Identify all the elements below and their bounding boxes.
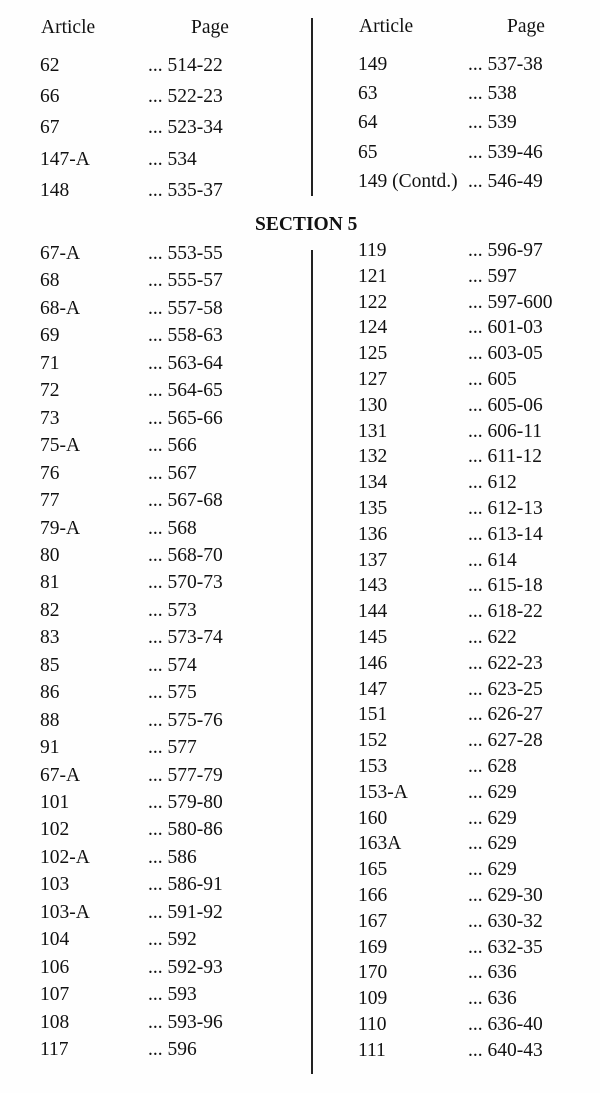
article-number: 66 (40, 86, 60, 107)
article-number: 76 (40, 463, 60, 484)
page-range: ... 534 (148, 149, 197, 170)
page-range: ... 577 (148, 737, 197, 758)
page-range: ... 564-65 (148, 380, 223, 401)
page-range: ... 612-13 (468, 498, 543, 519)
article-number: 67-A (40, 243, 81, 264)
article-number: 145 (358, 627, 388, 648)
article-number: 121 (358, 266, 388, 287)
article-number: 104 (40, 929, 70, 950)
article-number: 103-A (40, 902, 90, 923)
page-range: ... 593 (148, 984, 197, 1005)
article-number: 111 (358, 1040, 386, 1061)
article-number: 137 (358, 550, 388, 571)
page-range: ... 597 (468, 266, 517, 287)
article-number: 125 (358, 343, 388, 364)
page-range: ... 537-38 (468, 54, 543, 75)
page-range: ... 622-23 (468, 653, 543, 674)
page-range: ... 613-14 (468, 524, 543, 545)
article-number: 77 (40, 490, 60, 511)
page-range: ... 606-11 (468, 421, 543, 442)
article-number: 101 (40, 792, 70, 813)
page-range: ... 601-03 (468, 317, 543, 338)
page-range: ... 636 (468, 988, 517, 1009)
article-number: 166 (358, 885, 388, 906)
article-number: 102-A (40, 847, 90, 868)
article-number: 75-A (40, 435, 81, 456)
article-number: 124 (358, 317, 388, 338)
page-range: ... 622 (468, 627, 517, 648)
page-range: ... 612 (468, 472, 517, 493)
article-number: 71 (40, 353, 60, 374)
article-number: 79-A (40, 518, 81, 539)
page-range: ... 593-96 (148, 1012, 223, 1033)
page-range: ... 626-27 (468, 704, 543, 725)
page-range: ... 592-93 (148, 957, 223, 978)
page-range: ... 605 (468, 369, 517, 390)
section-title: SECTION 5 (255, 214, 358, 235)
article-number: 131 (358, 421, 388, 442)
article-number: 117 (40, 1039, 69, 1060)
page-range: ... 629 (468, 782, 517, 803)
page-range: ... 614 (468, 550, 517, 571)
page-range: ... 577-79 (148, 765, 223, 786)
article-number: 91 (40, 737, 60, 758)
page-range: ... 596-97 (468, 240, 543, 261)
article-number: 149 (358, 54, 388, 75)
page-range: ... 565-66 (148, 408, 223, 429)
top-right-page-header: Page (507, 16, 545, 37)
article-number: 68-A (40, 298, 81, 319)
page-range: ... 514-22 (148, 55, 223, 76)
page-range: ... 558-63 (148, 325, 223, 346)
page-range: ... 568-70 (148, 545, 223, 566)
page-range: ... 623-25 (468, 679, 543, 700)
article-number: 148 (40, 180, 70, 201)
article-number: 169 (358, 937, 388, 958)
page-range: ... 567 (148, 463, 197, 484)
article-number: 73 (40, 408, 60, 429)
page-range: ... 573-74 (148, 627, 223, 648)
top-right-article-header: Article (359, 16, 414, 37)
page-range: ... 592 (148, 929, 197, 950)
page-range: ... 629-30 (468, 885, 543, 906)
page-range: ... 615-18 (468, 575, 543, 596)
page-range: ... 630-32 (468, 911, 543, 932)
article-number: 86 (40, 682, 60, 703)
article-number: 127 (358, 369, 388, 390)
article-number: 160 (358, 808, 388, 829)
article-number: 167 (358, 911, 388, 932)
page-range: ... 567-68 (148, 490, 223, 511)
page-range: ... 628 (468, 756, 517, 777)
article-number: 68 (40, 270, 60, 291)
page-range: ... 586 (148, 847, 197, 868)
page-range: ... 563-64 (148, 353, 223, 374)
top-left-page-header: Page (191, 17, 229, 38)
page-range: ... 580-86 (148, 819, 223, 840)
page-range: ... 570-73 (148, 572, 223, 593)
page-range: ... 574 (148, 655, 197, 676)
article-number: 146 (358, 653, 388, 674)
article-number: 103 (40, 874, 70, 895)
article-number: 107 (40, 984, 70, 1005)
page-range: ... 586-91 (148, 874, 223, 895)
page-range: ... 522-23 (148, 86, 223, 107)
article-number: 170 (358, 962, 388, 983)
article-number: 122 (358, 292, 388, 313)
article-number: 130 (358, 395, 388, 416)
page-range: ... 538 (468, 83, 517, 104)
article-number: 63 (358, 83, 378, 104)
article-number: 88 (40, 710, 60, 731)
page-range: ... 523-34 (148, 117, 223, 138)
page-range: ... 629 (468, 808, 517, 829)
page-range: ... 596 (148, 1039, 197, 1060)
article-number: 80 (40, 545, 60, 566)
page-range: ... 546-49 (468, 171, 543, 192)
page-range: ... 539 (468, 112, 517, 133)
article-number: 110 (358, 1014, 387, 1035)
article-number: 147 (358, 679, 388, 700)
article-number: 147-A (40, 149, 90, 170)
page-range: ... 535-37 (148, 180, 223, 201)
page-range: ... 611-12 (468, 446, 543, 467)
page-range: ... 597-600 (468, 292, 553, 313)
article-number: 64 (358, 112, 378, 133)
article-number: 108 (40, 1012, 70, 1033)
page-range: ... 573 (148, 600, 197, 621)
page-range: ... 640-43 (468, 1040, 543, 1061)
article-number: 135 (358, 498, 388, 519)
article-number: 149 (Contd.) (358, 171, 458, 192)
page-range: ... 575-76 (148, 710, 223, 731)
page-range: ... 566 (148, 435, 197, 456)
section-column-divider (311, 250, 313, 1074)
article-number: 119 (358, 240, 387, 261)
article-number: 65 (358, 142, 378, 163)
article-number: 83 (40, 627, 60, 648)
article-number: 67 (40, 117, 60, 138)
article-number: 134 (358, 472, 388, 493)
page-range: ... 557-58 (148, 298, 223, 319)
article-number: 165 (358, 859, 388, 880)
page-range: ... 636-40 (468, 1014, 543, 1035)
article-number: 153 (358, 756, 388, 777)
page-range: ... 632-35 (468, 937, 543, 958)
page-range: ... 603-05 (468, 343, 543, 364)
article-number: 151 (358, 704, 388, 725)
top-column-divider (311, 18, 313, 196)
top-left-article-header: Article (41, 17, 96, 38)
article-number: 85 (40, 655, 60, 676)
article-number: 136 (358, 524, 388, 545)
page-range: ... 605-06 (468, 395, 543, 416)
article-number: 153-A (358, 782, 408, 803)
page-range: ... 555-57 (148, 270, 223, 291)
article-number: 143 (358, 575, 388, 596)
page-range: ... 539-46 (468, 142, 543, 163)
page-range: ... 579-80 (148, 792, 223, 813)
article-number: 62 (40, 55, 60, 76)
article-number: 106 (40, 957, 70, 978)
article-number: 152 (358, 730, 388, 751)
article-number: 69 (40, 325, 60, 346)
article-number: 109 (358, 988, 388, 1009)
page-range: ... 568 (148, 518, 197, 539)
page-range: ... 553-55 (148, 243, 223, 264)
page-range: ... 618-22 (468, 601, 543, 622)
article-number: 67-A (40, 765, 81, 786)
page-range: ... 629 (468, 859, 517, 880)
page-range: ... 636 (468, 962, 517, 983)
page-range: ... 575 (148, 682, 197, 703)
article-number: 81 (40, 572, 60, 593)
article-number: 102 (40, 819, 70, 840)
article-number: 82 (40, 600, 60, 621)
article-number: 144 (358, 601, 388, 622)
article-number: 72 (40, 380, 60, 401)
article-number: 163A (358, 833, 402, 854)
page-range: ... 591-92 (148, 902, 223, 923)
page-range: ... 627-28 (468, 730, 543, 751)
article-number: 132 (358, 446, 388, 467)
page-range: ... 629 (468, 833, 517, 854)
